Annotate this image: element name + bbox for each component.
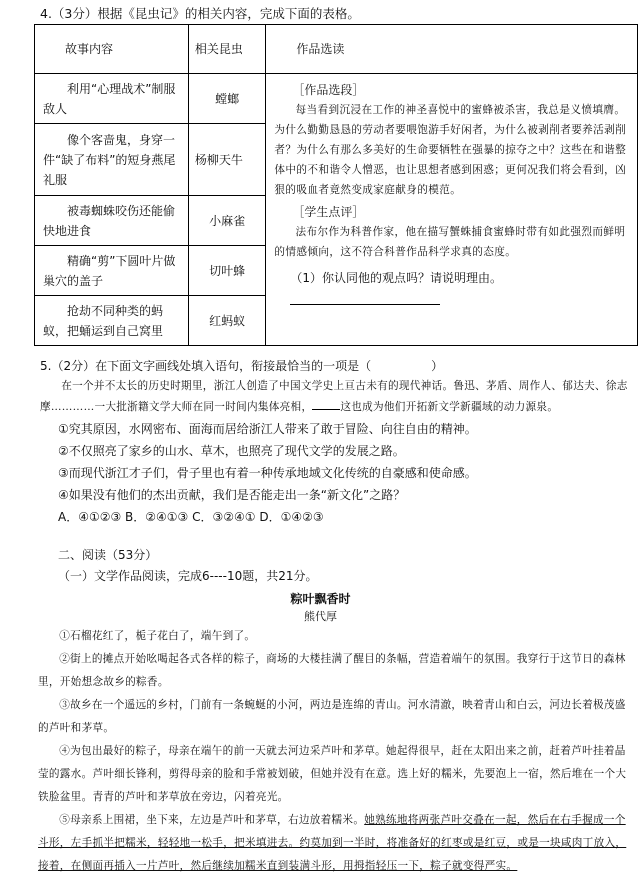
question-1: （1）你认同他的观点吗？请说明理由。	[290, 271, 502, 285]
section-heading: 二、阅读（53分）	[58, 548, 158, 562]
subsection-heading: （一）文学作品阅读，完成6----10题，共21分。	[58, 569, 318, 583]
option-item: ④如果没有他们的杰出贡献，我们是否能走出一条“新文化”之路？	[58, 488, 406, 502]
header-story: 故事内容	[35, 25, 189, 74]
passage-part: 这也成为他们开拓新文学新疆域的动力源泉。	[340, 401, 559, 413]
table-row-story: 抢劫不同种类的蚂蚁，把蛹运到自己窝里	[35, 296, 189, 346]
paragraph: ③故乡在一个遥远的乡村，门前有一条蜿蜒的小河，两边是连绵的青山。河水清澈，映着青山和白云，河边长着极茂盛的芦叶和茅草。	[38, 699, 626, 734]
fill-blank[interactable]	[312, 397, 340, 410]
article-author: 熊代厚	[304, 610, 337, 623]
question-5-passage	[40, 376, 636, 418]
option-item: ①究其原因，水网密布、面海而居给浙江人带来了敢于冒险、向往自由的精神。	[58, 422, 477, 436]
header-excerpt: 作品选读	[266, 25, 638, 74]
question-4-title: 4.（3分）根据《昆虫记》的相关内容，完成下面的表格。	[40, 6, 360, 21]
question-5-title: 5.（2分）在下面文字画线处填入语句，衔接最恰当的一项是（ ）	[40, 359, 444, 373]
table-row-insect: 切叶蜂	[188, 246, 265, 296]
table-row-insect: 红蚂蚁	[188, 296, 265, 346]
passage-part: 在一个并不太长的历史时期里，浙江人创造了中国文学史上亘古未有的现代神话。鲁迅、茅盾、周作人、郁达夫、徐志摩…………一大批浙籍文学大师在同一时间内集体亮相，	[40, 380, 628, 413]
header-insect: 相关昆虫	[188, 25, 265, 74]
option-item: ②不仅照亮了家乡的山水、草木，也照亮了现代文学的发展之路。	[58, 444, 405, 458]
excerpt-tag: ［作品选段］	[292, 83, 365, 97]
paragraph: ②街上的摊点开始吆喝起各式各样的粽子，商场的大楼挂满了醒目的条幅，营造着端午的氛围。我穿行于这节日的森林里，开始想念故乡的粽香。	[38, 653, 626, 688]
article-body	[38, 625, 636, 878]
table-row-story: 像个客啬鬼，身穿一件“缺了布料”的短身燕尾礼服	[35, 124, 189, 196]
question-5	[40, 356, 636, 528]
paragraph: ④为包出最好的粽子，母亲在端午的前一天就去河边采芦叶和茅草。她起得很早，赶在太阳出来之前，赶着芦叶挂着晶莹的露水。芦叶细长锋利，剪得母亲的脸和手常被划破，但她并没有在意。选上好的糯米，先要泡上一宿，然后堆在一个大铁脸盆里。青青的芦叶和茅草放在旁边，闪着亮光。	[38, 745, 627, 803]
table-row-insect: 螳螂	[188, 74, 265, 124]
paragraph: ①石榴花红了，栀子花白了，端午到了。	[59, 630, 256, 642]
table-row-story: 精确“剪”下圆叶片做巢穴的盖子	[35, 246, 189, 296]
comment-text: 法布尔作为科普作家，他在描写蟹蛛捕食蜜蜂时带有如此强烈而鲜明的情感倾向，这不符合科普作品科学求真的态度。	[274, 226, 626, 258]
insect-table	[34, 24, 638, 346]
paragraph-part: ⑤母亲系上围裙，坐下来，左边是芦叶和茅草，右边放着糯米。	[59, 814, 365, 826]
comment-tag: ［学生点评］	[292, 205, 365, 219]
table-row-insect: 杨柳天牛	[188, 124, 265, 196]
answer-blank[interactable]	[290, 302, 440, 305]
table-row-story: 利用“心理战术”制服敌人	[35, 74, 189, 124]
answer-choices: A．④①②③ B．②④①③ C．③②④① D．①④②③	[58, 510, 324, 524]
excerpt-text: 每当看到沉浸在工作的神圣喜悦中的蜜蜂被杀害，我总是义愤填膺。为什么勤勤恳恳的劳动者要喂饱游手好闲者，为什么被剥削者要养活剥削者？为什么有那么多美好的生命要牺牲在强暴的掠夺之中？这些在和谐整体中的不和谐令人憎恶，也让思想者感到困惑；更何况我们将会看到，凶狠的吸血者竟然变成家庭献身的模范。	[274, 104, 627, 196]
option-item: ③而现代浙江才子们，骨子里也有着一种传承地域文化传统的自豪感和使命感。	[58, 466, 477, 480]
table-row-story: 被毒蜘蛛咬伤还能偷快地进食	[35, 196, 189, 246]
table-row-insect: 小麻雀	[188, 196, 265, 246]
underlined-sentence: 她熟练地将两张芦叶交叠在一起，然后在右手握成一个斗形，左手抓半把糯米，轻轻地一松手，把米填进去。约莫加到一半时，将准备好的红枣或是红豆，或是一块咸肉丁放入，接着，在侧面再插入一片芦叶，然后继续加糯米直到装满斗形，用拇指轻压一下，粽子就变得严实。	[38, 814, 627, 872]
article-title: 粽叶飘香时	[290, 592, 351, 606]
excerpt-cell	[266, 74, 638, 346]
